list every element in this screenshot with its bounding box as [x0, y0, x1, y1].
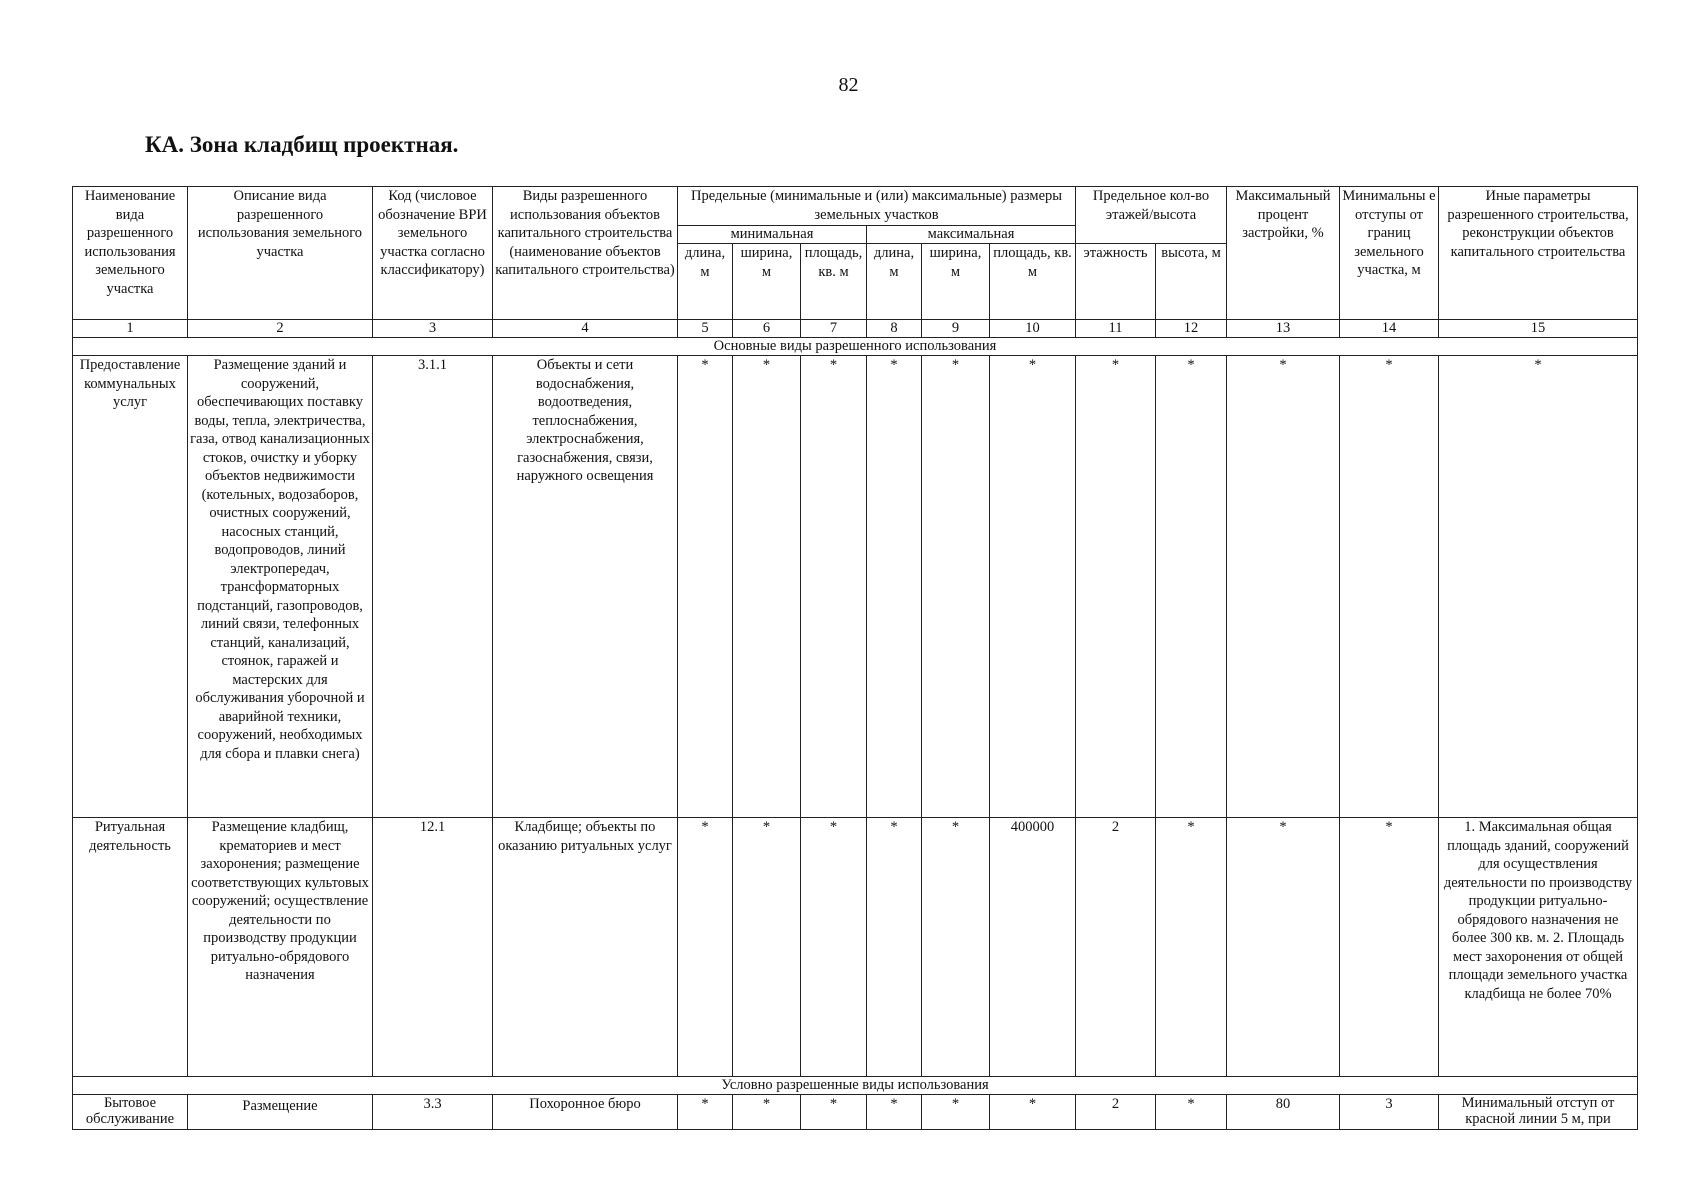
table-row [73, 356, 1638, 818]
header-code: Код (числовое обозначение ВРИ земельного участка согласно классификатору) [373, 187, 493, 320]
header-max-area: площадь, кв. м [990, 244, 1076, 320]
header-height: высота, м [1156, 244, 1227, 320]
column-number: 4 [493, 320, 678, 338]
value-cell: * [922, 818, 990, 1077]
column-number: 11 [1076, 320, 1156, 338]
use-code: 3.3 [373, 1095, 493, 1130]
use-name: Ритуальная деятельность [73, 818, 188, 1077]
use-code: 12.1 [373, 818, 493, 1077]
header-build-percent: Максимальный процент застройки, % [1227, 187, 1340, 320]
use-objects: Кладбище; объекты по оказанию ритуальных услуг [493, 818, 678, 1077]
value-cell: * [678, 356, 733, 818]
value-cell: * [1156, 1095, 1227, 1130]
value-cell: * [867, 818, 922, 1077]
table-row [73, 818, 1638, 1077]
page-title: КА. Зона кладбищ проектная. [145, 132, 459, 157]
other-params: Минимальный отступ от красной линии 5 м, при [1439, 1095, 1638, 1130]
value-cell: * [990, 356, 1076, 818]
column-number-row [73, 320, 1638, 338]
value-cell: * [801, 1095, 867, 1130]
page-number: 82 [838, 74, 859, 96]
header-floors: этажность [1076, 244, 1156, 320]
header-object-types: Виды разрешенного использования объектов капитального строительства (наименование объектов капитального строительства) [493, 187, 678, 320]
value-cell: * [1340, 356, 1439, 818]
column-number: 7 [801, 320, 867, 338]
value-cell: * [1076, 356, 1156, 818]
value-cell: * [922, 356, 990, 818]
value-cell: 3 [1340, 1095, 1439, 1130]
column-number: 9 [922, 320, 990, 338]
value-cell: * [1340, 818, 1439, 1077]
value-cell: * [922, 1095, 990, 1130]
column-number: 10 [990, 320, 1076, 338]
header-min-width: ширина, м [733, 244, 801, 320]
column-number: 5 [678, 320, 733, 338]
column-number: 2 [188, 320, 373, 338]
column-number: 13 [1227, 320, 1340, 338]
header-use-name: Наименование вида разрешенного использования земельного участка [73, 187, 188, 320]
header-floors-height: Предельное кол-во этажей/высота [1076, 187, 1227, 244]
value-cell: * [1439, 356, 1638, 818]
column-number: 1 [73, 320, 188, 338]
use-name: Предоставление коммунальных услуг [73, 356, 188, 818]
value-cell: * [801, 818, 867, 1077]
value-cell: * [1227, 356, 1340, 818]
value-cell: * [733, 818, 801, 1077]
header-max-length: длина, м [867, 244, 922, 320]
value-cell: * [990, 1095, 1076, 1130]
value-cell: * [867, 356, 922, 818]
header-description: Описание вида разрешенного использования земельного участка [188, 187, 373, 320]
header-maximum: максимальная [867, 226, 1076, 244]
use-description: Размещение [188, 1095, 373, 1130]
use-objects: Объекты и сети водоснабжения, водоотведения, теплоснабжения, электроснабжения, газоснабжения, связи, наружного освещения [493, 356, 678, 818]
section-row [73, 338, 1638, 356]
value-cell: 2 [1076, 1095, 1156, 1130]
column-number: 3 [373, 320, 493, 338]
value-cell: 400000 [990, 818, 1076, 1077]
value-cell: * [1227, 818, 1340, 1077]
value-cell: * [733, 1095, 801, 1130]
header-other-params: Иные параметры разрешенного строительства, реконструкции объектов капитального строительства [1439, 187, 1638, 320]
header-minimum: минимальная [678, 226, 867, 244]
value-cell: 2 [1076, 818, 1156, 1077]
value-cell: * [867, 1095, 922, 1130]
column-number: 6 [733, 320, 801, 338]
header-max-width: ширина, м [922, 244, 990, 320]
column-number: 8 [867, 320, 922, 338]
use-name: Бытовое обслуживание [73, 1095, 188, 1130]
table-row [73, 1095, 1638, 1130]
section-main-uses: Основные виды разрешенного использования [73, 338, 1638, 356]
header-min-area: площадь, кв. м [801, 244, 867, 320]
column-number: 15 [1439, 320, 1638, 338]
value-cell: 80 [1227, 1095, 1340, 1130]
header-min-setbacks: Минимальны е отступы от границ земельного участка, м [1340, 187, 1439, 320]
value-cell: * [1156, 818, 1227, 1077]
value-cell: * [1156, 356, 1227, 818]
section-row [73, 1077, 1638, 1095]
header-plot-sizes: Предельные (минимальные и (или) максимальные) размеры земельных участков [678, 187, 1076, 226]
value-cell: * [733, 356, 801, 818]
column-number: 14 [1340, 320, 1439, 338]
zone-regulations-table [72, 186, 1638, 1130]
header-min-length: длина, м [678, 244, 733, 320]
use-objects: Похоронное бюро [493, 1095, 678, 1130]
header-row [73, 187, 1638, 226]
value-cell: * [678, 818, 733, 1077]
value-cell: * [801, 356, 867, 818]
section-conditional-uses: Условно разрешенные виды использования [73, 1077, 1638, 1095]
column-number: 12 [1156, 320, 1227, 338]
use-code: 3.1.1 [373, 356, 493, 818]
use-description: Размещение кладбищ, крематориев и мест захоронения; размещение соответствующих культовых сооружений; осуществление деятельности по производству продукции ритуально-обрядового назначения [188, 818, 373, 1077]
use-description: Размещение зданий и сооружений, обеспечивающих поставку воды, тепла, электричества, газа, отвод канализационных стоков, очистку и уборку объектов недвижимости (котельных, водозаборов, очистных сооружений, насосных станций, водопроводов, линий электропередач, трансформаторных подстанций, газопроводов, линий связи, телефонных станций, канализаций, стоянок, гаражей и мастерских для обслуживания уборочной и аварийной техники, сооружений, необходимых для сбора и плавки снега) [188, 356, 373, 818]
other-params: 1. Максимальная общая площадь зданий, сооружений для осуществления деятельности по производству продукции ритуально- обрядового назначения не более 300 кв. м. 2. Площадь мест захоронения от общей площади земельного участка кладбища не более 70% [1439, 818, 1638, 1077]
value-cell: * [678, 1095, 733, 1130]
